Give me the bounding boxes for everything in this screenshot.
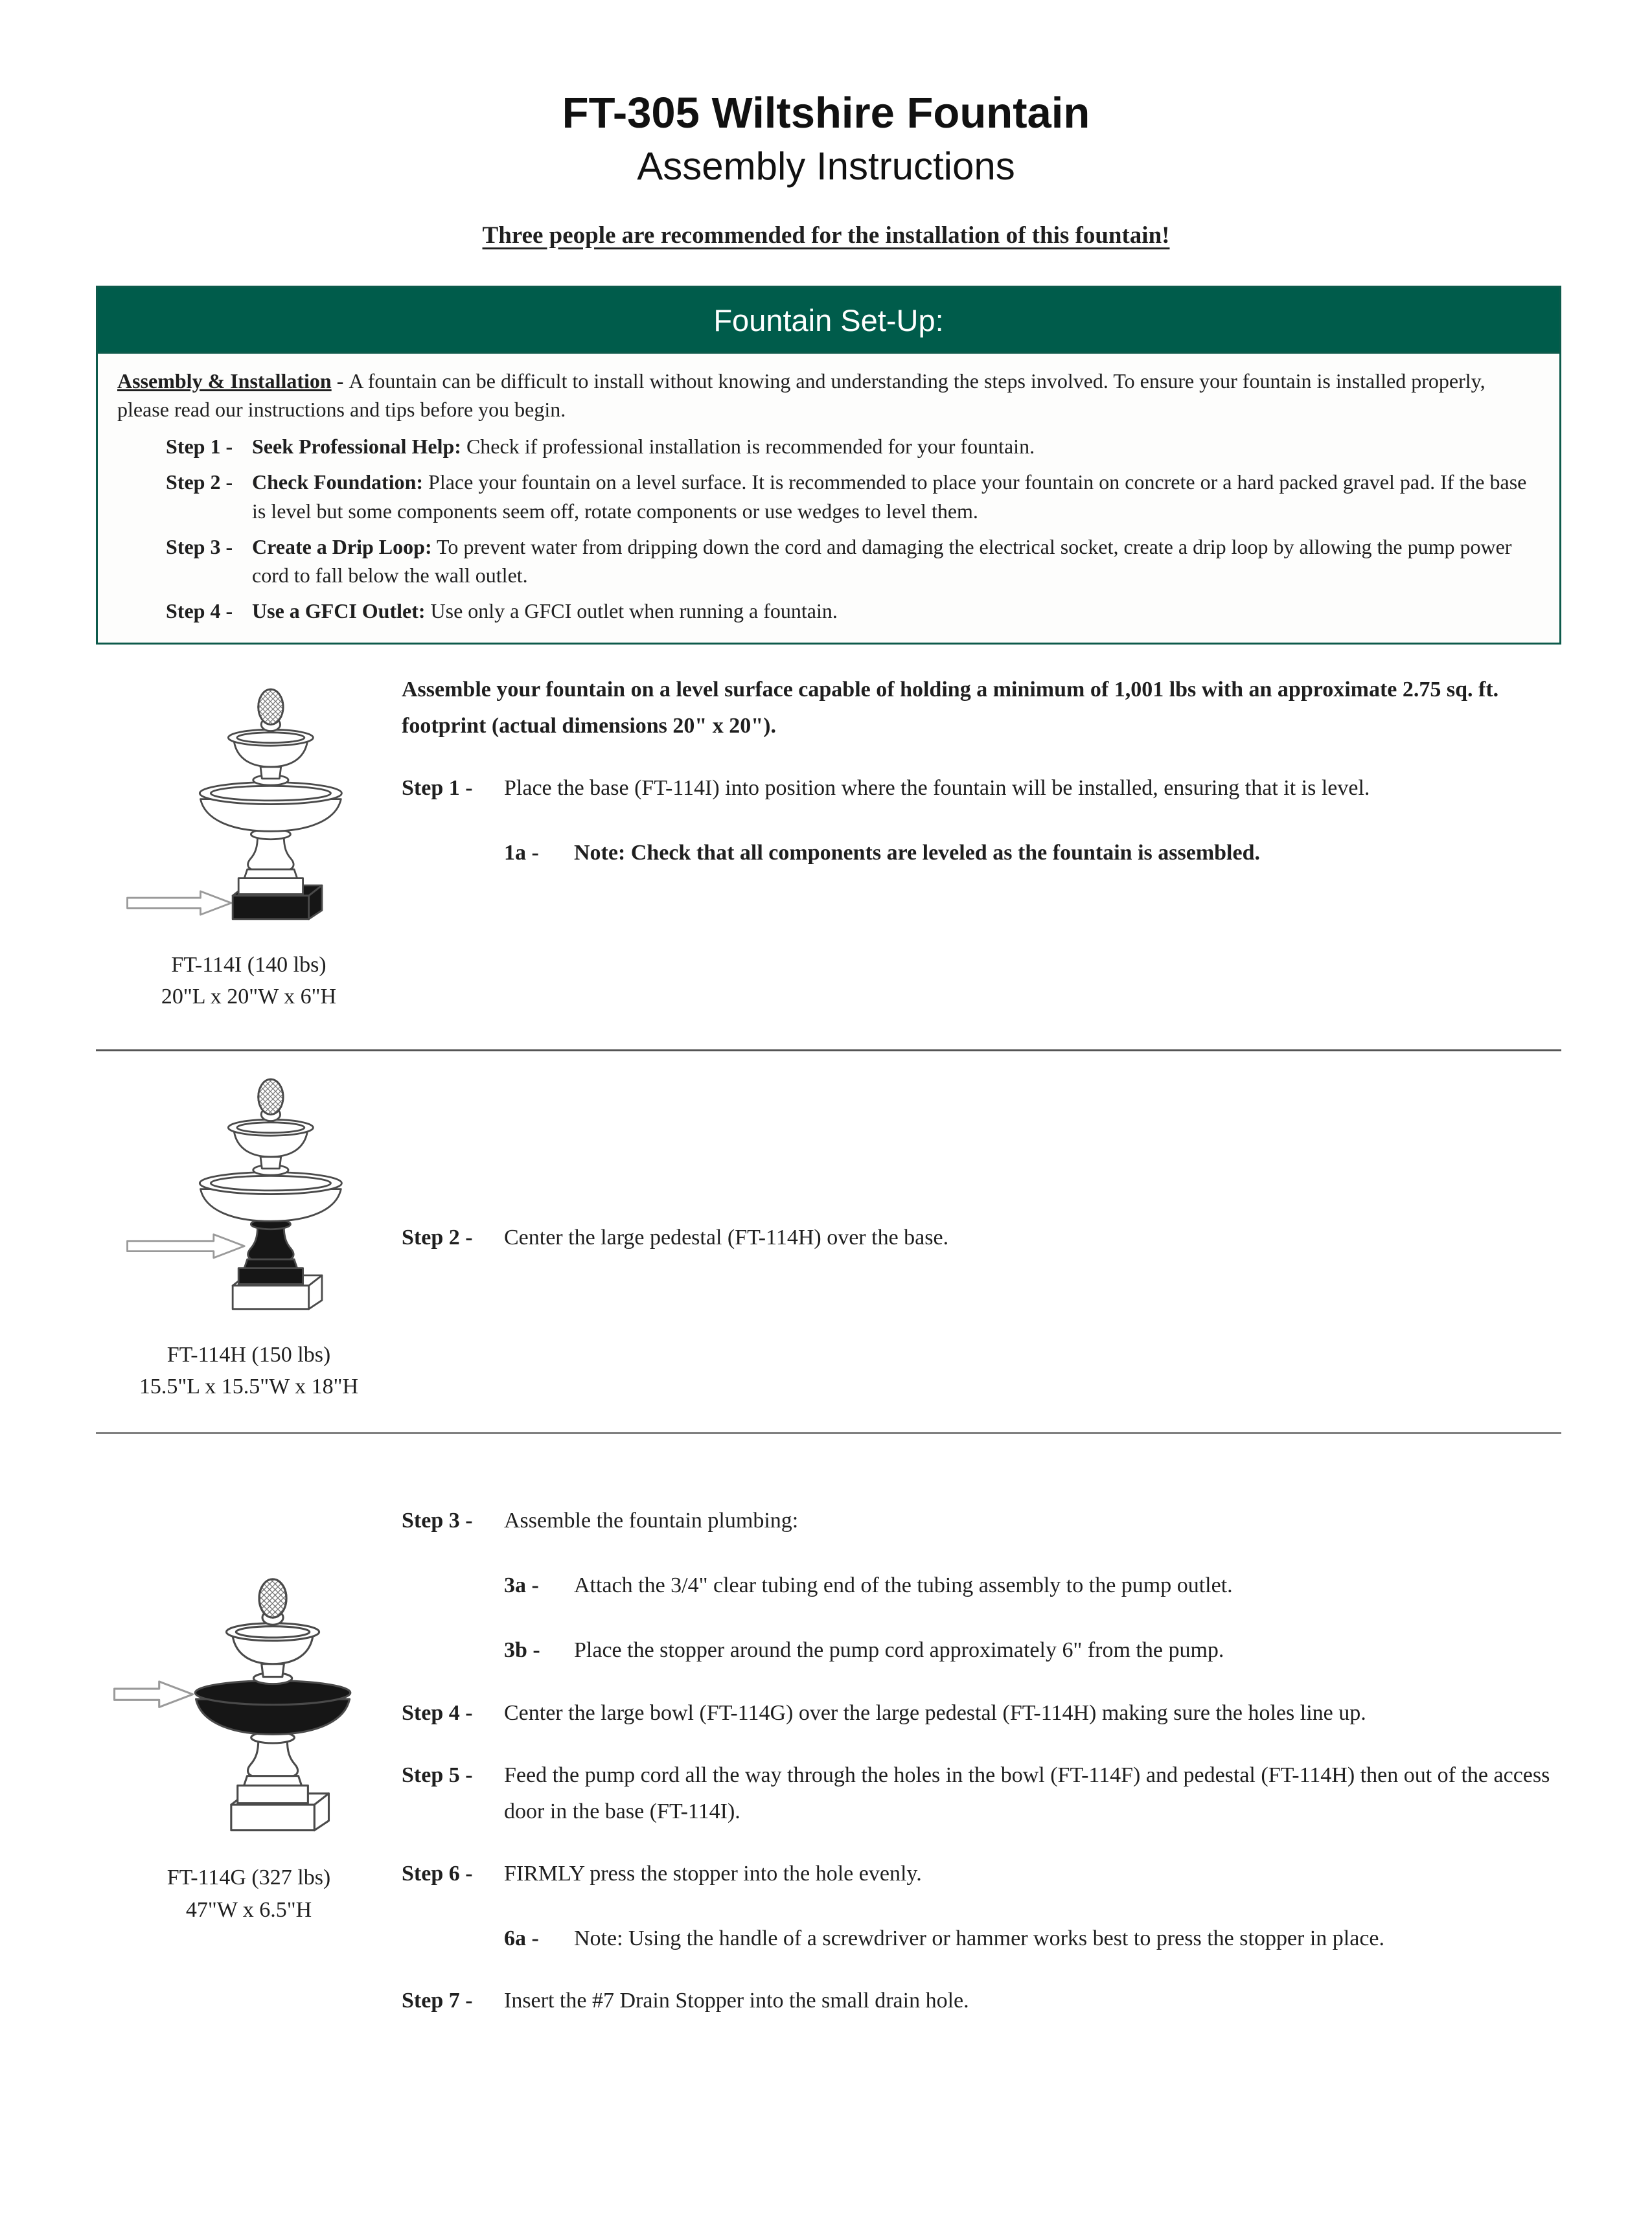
section-pedestal — [96, 1069, 1561, 1403]
section-bowl — [96, 1477, 1561, 2019]
setup-box-body — [98, 354, 1559, 643]
step-number: Step 3 - — [402, 1509, 473, 1533]
figure-column-base — [96, 672, 402, 1013]
figure-model: FT-114H (150 lbs) — [166, 1342, 331, 1367]
assembly-step — [402, 1220, 1561, 1256]
figure-caption-bowl — [167, 1862, 331, 1926]
setup-step — [166, 468, 1540, 526]
step-number: Step 7 - — [402, 1989, 473, 2013]
step-text: Center the large pedestal (FT-114H) over the base. — [504, 1225, 949, 1250]
assembly-steps-2 — [402, 1220, 1561, 1256]
fountain-illustration-pedestal-highlighted — [124, 1073, 373, 1326]
step-number: 1a - — [504, 841, 539, 865]
step-number: 6a - — [504, 1926, 539, 1950]
setup-intro-text: A fountain can be difficult to install without knowing and understanding the steps involved. To ensure your fountain is installed properly, please read our instructions and tips before you begin. — [117, 369, 1486, 422]
step-number: Step 1 - — [402, 776, 473, 801]
figure-column-bowl — [96, 1477, 402, 1926]
figure-caption-pedestal — [139, 1339, 358, 1403]
document-page — [0, 89, 1652, 2227]
step-number: Step 4 - — [402, 1700, 473, 1725]
pointer-arrow-icon — [115, 1682, 193, 1707]
fountain-acorn-finial — [258, 1079, 283, 1121]
setup-intro-label: Assembly & Installation — [117, 369, 332, 393]
section-divider-1 — [96, 1049, 1561, 1051]
fountain-acorn-finial — [259, 1579, 286, 1625]
setup-step-title: Use a GFCI Outlet: — [252, 599, 426, 623]
figure-dimensions: 47"W x 6.5"H — [185, 1897, 312, 1922]
step-number: Step 5 - — [402, 1763, 473, 1787]
step-text: Assemble the fountain plumbing: — [504, 1509, 799, 1533]
step-number: Step 2 - — [402, 1225, 473, 1250]
pointer-arrow-icon — [128, 891, 231, 915]
assembly-step — [504, 1568, 1561, 1604]
setup-step-title: Seek Professional Help: — [252, 435, 461, 459]
fountain-small-tier-part — [228, 1119, 313, 1175]
setup-intro-separator: - — [331, 369, 349, 393]
figure-column-pedestal — [96, 1069, 402, 1403]
assembly-step — [504, 1632, 1561, 1669]
step-text: Note: Check that all components are leveled as the fountain is assembled. — [574, 841, 1260, 865]
section-divider-2 — [96, 1432, 1561, 1434]
assembly-steps-3 — [402, 1503, 1561, 2019]
fountain-small-tier-part — [226, 1623, 319, 1684]
setup-step-text: To prevent water from dripping down the cord and damaging the electrical socket, create a drip loop by allowing the pump power cord to fall below the wall outlet. — [252, 534, 1512, 588]
fountain-small-tier-part — [228, 729, 313, 785]
setup-step-number: Step 3 - — [166, 534, 233, 558]
assembly-step — [402, 1983, 1561, 2019]
text-column-bowl — [402, 1477, 1561, 2019]
figure-model: FT-114G (327 lbs) — [166, 1866, 331, 1890]
tagline: Three people are recommended for the installation of this fountain! — [482, 222, 1170, 249]
pointer-arrow-icon — [128, 1234, 245, 1257]
setup-step-title: Check Foundation: — [252, 470, 424, 494]
fountain-illustration-base-highlighted — [124, 683, 373, 936]
fountain-large-bowl-part — [200, 782, 341, 832]
figure-model: FT-114I (140 lbs) — [171, 953, 327, 977]
text-column-base — [402, 672, 1561, 871]
setup-box — [96, 286, 1561, 645]
setup-step-text: Check if professional installation is recommended for your fountain. — [466, 435, 1035, 459]
step-text: Place the stopper around the pump cord approximately 6" from the pump. — [574, 1638, 1224, 1663]
page-subtitle: Assembly Instructions — [637, 144, 1015, 188]
assembly-step — [504, 835, 1561, 871]
setup-box-header: Fountain Set-Up: — [98, 288, 1559, 354]
assembly-steps-1 — [402, 770, 1561, 871]
step-text: Place the base (FT-114I) into position where the fountain will be installed, ensuring that it is level. — [504, 776, 1370, 801]
setup-intro — [117, 367, 1540, 425]
fountain-illustration-bowl-highlighted — [113, 1573, 385, 1849]
assembly-step — [402, 1757, 1561, 1830]
setup-step-text: Use only a GFCI outlet when running a fountain. — [430, 599, 838, 623]
setup-step-text: Place your fountain on a level surface. It is recommended to place your fountain on concrete or a hard packed gravel pad. If the base is level but some components seem off, rotate components or use wedges to level them. — [252, 470, 1527, 523]
figure-dimensions: 20"L x 20"W x 6"H — [161, 985, 337, 1009]
fountain-large-bowl-part — [200, 1172, 341, 1221]
text-column-pedestal — [402, 1069, 1561, 1256]
fountain-pedestal-part — [238, 1732, 308, 1803]
assembly-step — [402, 1503, 1561, 1539]
setup-step — [166, 532, 1540, 591]
fountain-pedestal-part — [238, 1219, 303, 1285]
setup-step-number: Step 4 - — [166, 599, 233, 623]
step-text: Feed the pump cord all the way through the holes in the bowl (FT-114F) and pedestal (FT-114H) then out of the access door in the base (FT-114I). — [504, 1763, 1550, 1823]
step-number: 3b - — [504, 1638, 540, 1663]
setup-step — [166, 432, 1540, 461]
setup-step-number: Step 2 - — [166, 470, 233, 494]
fountain-pedestal-part — [238, 829, 303, 895]
figure-caption-base — [161, 949, 336, 1013]
setup-step-number: Step 1 - — [166, 435, 233, 459]
step-text: FIRMLY press the stopper into the hole evenly. — [504, 1861, 922, 1886]
figure-dimensions: 15.5"L x 15.5"W x 18"H — [139, 1374, 359, 1399]
step-number: Step 6 - — [402, 1861, 473, 1886]
step-number: 3a - — [504, 1573, 539, 1598]
setup-step — [166, 597, 1540, 626]
assembly-step — [504, 1921, 1561, 1957]
section-base — [96, 672, 1561, 1013]
fountain-large-bowl-part — [195, 1681, 350, 1735]
setup-steps — [117, 432, 1540, 626]
fountain-acorn-finial — [258, 689, 283, 731]
page-title: FT-305 Wiltshire Fountain — [562, 89, 1090, 137]
step-text: Insert the #7 Drain Stopper into the small drain hole. — [504, 1989, 969, 2013]
step-text: Attach the 3/4" clear tubing end of the tubing assembly to the pump outlet. — [574, 1573, 1233, 1598]
assembly-step — [402, 1856, 1561, 1892]
assembly-step — [402, 770, 1561, 806]
step-text: Center the large bowl (FT-114G) over the large pedestal (FT-114H) making sure the holes line up. — [504, 1700, 1366, 1725]
setup-step-title: Create a Drip Loop: — [252, 534, 432, 558]
step-text: Note: Using the handle of a screwdriver or hammer works best to press the stopper in place. — [574, 1926, 1385, 1950]
assembly-step — [402, 1695, 1561, 1731]
assembly-intro: Assemble your fountain on a level surface capable of holding a minimum of 1,001 lbs with an approximate 2.75 sq. ft. footprint (actual dimensions 20" x 20"). — [402, 678, 1499, 738]
